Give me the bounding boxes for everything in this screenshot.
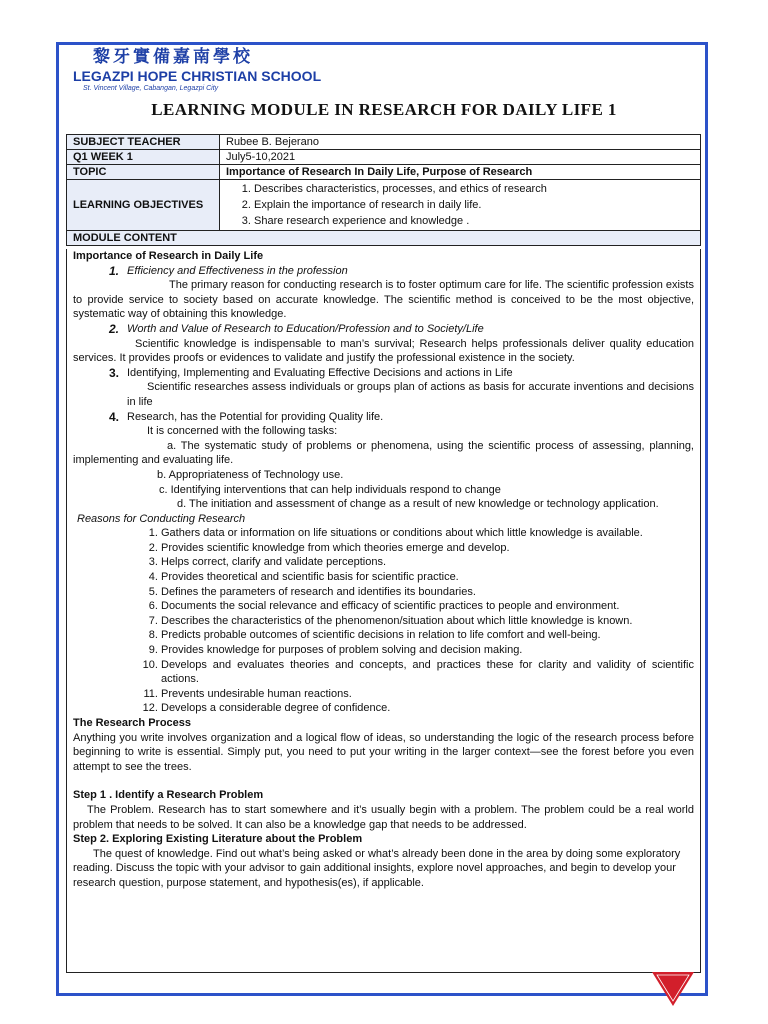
school-address: St. Vincent Village, Cabangan, Legazpi City: [83, 85, 219, 92]
list-item: 2. Provides scientific knowledge from which theories emerge and develop.: [161, 541, 694, 556]
week-value: July5-10,2021: [220, 150, 701, 165]
item1-title: Efficiency and Effectiveness in the profession: [127, 264, 348, 277]
step2-heading: Step 2. Exploring Existing Literature about the Problem: [73, 833, 363, 846]
item2-body: Scientific knowledge is indispensable to man’s survival; Research helps professionals deliver quality education services. It provides proofs or evidences to validate and justify the professional existence in the society.: [73, 337, 694, 365]
step2-body: The quest of knowledge. Find out what’s being asked or what’s already been done in the area by doing some exploratory reading. Discuss the topic with your advisor to gain additional insights, explore novel approaches, and begin to develop your research question, purpose statement, and hypothesis(es), if applicable.: [73, 847, 681, 889]
info-table: [66, 134, 701, 246]
item4-d: d. The initiation and assessment of change as a result of new knowledge or technology application.: [177, 498, 659, 511]
table-row: [67, 135, 701, 150]
list-item: 3. Share research experience and knowledge .: [254, 213, 694, 229]
module-content: [66, 249, 701, 973]
school-header: [73, 46, 693, 93]
reasons-list: [73, 526, 694, 716]
table-row: [67, 165, 701, 180]
list-item: 5. Defines the parameters of research and identifies its boundaries.: [161, 585, 694, 600]
objectives-cell: [220, 180, 701, 231]
reasons-heading: Reasons for Conducting Research: [77, 512, 246, 525]
process-body: Anything you write involves organization and a logical flow of ideas, so understanding the logic of the research process before beginning to write is essential. Simply put, you need to put your writing in the larger context—see the forest before you even attempt to see the trees.: [73, 731, 694, 773]
step1-heading: Step 1 . Identify a Research Problem: [73, 789, 264, 802]
list-item: 8. Predicts probable outcomes of scientific decisions in relation to life comfort and well-being.: [161, 628, 694, 643]
list-item: 9. Provides knowledge for purposes of problem solving and decision making.: [161, 643, 694, 658]
item3-title: Identifying, Implementing and Evaluating Effective Decisions and actions in Life: [127, 366, 513, 379]
item4-intro: It is concerned with the following tasks:: [147, 425, 338, 438]
list-item: 2. Worth and Value of Research to Education/Profession and to Society/Life: [108, 321, 484, 336]
list-item: 6. Documents the social relevance and efficacy of scientific practices to people and environment.: [161, 599, 694, 614]
list-item: 1. Efficiency and Effectiveness in the profession: [108, 263, 348, 278]
school-seal: [650, 968, 696, 1008]
page-title: LEARNING MODULE IN RESEARCH FOR DAILY LIFE 1: [151, 100, 617, 119]
item2-title: Worth and Value of Research to Education/Profession and to Society/Life: [127, 322, 484, 335]
item4-b: b. Appropriateness of Technology use.: [157, 468, 344, 481]
list-item: 4. Provides theoretical and scientific basis for scientific practice.: [161, 570, 694, 585]
step1-body: The Problem. Research has to start somewhere and it’s usually begin with a problem. The problem could be a real world problem that needs to be solved. It can also be a knowledge gap that needs to be addressed.: [73, 803, 694, 831]
teacher-label: SUBJECT TEACHER: [67, 135, 220, 150]
list-item: 3. Identifying, Implementing and Evaluating Effective Decisions and actions in Life: [108, 365, 513, 380]
objectives-list: [226, 181, 694, 229]
item3-body: Scientific researches assess individuals or groups plan of actions as basis for accurate inventions and decisions in life: [127, 381, 694, 408]
item4-c: c. Identifying interventions that can help individuals respond to change: [159, 483, 501, 496]
school-name-en: LEGAZPI HOPE CHRISTIAN SCHOOL: [73, 68, 322, 84]
module-content-label: MODULE CONTENT: [67, 231, 701, 246]
item4-title: Research, has the Potential for providing Quality life.: [127, 410, 384, 423]
table-row: [67, 231, 701, 246]
objectives-label: LEARNING OBJECTIVES: [67, 180, 220, 231]
list-item: 10. Develops and evaluates theories and concepts, and practices these for clarity and validity of scientific actions.: [161, 658, 694, 687]
teacher-value: Rubee B. Bejerano: [220, 135, 701, 150]
list-item: 1. Describes characteristics, processes, and ethics of research: [254, 181, 694, 197]
item4-a: a. The systematic study of problems or phenomena, using the scientific process of assessing, planning, implementing and evaluating life.: [73, 439, 694, 467]
seal-icon: [650, 968, 696, 1008]
list-item: 11. Prevents undesirable human reactions.: [161, 687, 694, 702]
list-item: 12. Develops a considerable degree of confidence.: [161, 701, 694, 716]
week-label: Q1 WEEK 1: [67, 150, 220, 165]
table-row: [67, 150, 701, 165]
list-item: 4. Research, has the Potential for providing Quality life.: [108, 409, 384, 424]
list-item: 1. Gathers data or information on life situations or conditions about which little knowledge is available.: [161, 526, 694, 541]
table-row: [67, 180, 701, 231]
topic-value: Importance of Research In Daily Life, Purpose of Research: [220, 165, 701, 180]
importance-heading: Importance of Research in Daily Life: [73, 250, 264, 262]
list-item: 2. Explain the importance of research in daily life.: [254, 197, 694, 213]
list-item: 7. Describes the characteristics of the phenomenon/situation about which little knowledge is known.: [161, 614, 694, 629]
school-name-cn: 黎牙實備嘉南學校: [93, 47, 253, 67]
list-item: 3. Helps correct, clarify and validate perceptions.: [161, 555, 694, 570]
item1-body: The primary reason for conducting research is to foster optimum care for life. The scientific profession exists to provide service to society based on accurate knowledge. The scientific method is conceived to be the most objective, systematic way of obtaining this knowledge.: [73, 279, 694, 321]
topic-label: TOPIC: [67, 165, 220, 180]
process-heading: The Research Process: [73, 717, 192, 729]
